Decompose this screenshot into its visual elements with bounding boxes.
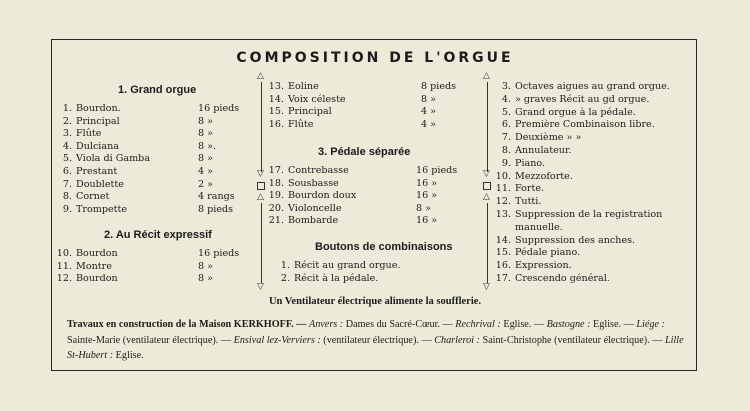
item-name: Forte.: [515, 183, 545, 195]
list-item: [54, 204, 127, 216]
item-name: Principal: [76, 115, 120, 127]
divider-line: [487, 203, 488, 283]
item-number: 16.: [268, 118, 284, 130]
item-number: 16.: [495, 260, 511, 272]
list-item: [54, 179, 124, 191]
item-value: 4 »: [421, 118, 437, 130]
item-name: Montre: [76, 260, 112, 272]
item-name: Dulciana: [76, 140, 119, 152]
place-charleroi: Saint-Christophe (ventilateur électrique). —: [482, 334, 663, 346]
list-item: [493, 222, 563, 234]
down-arrow-icon: ▽: [257, 169, 264, 179]
item-value: 16 pieds: [416, 165, 458, 176]
place-anvers: Dames du Sacré-Cœur. —: [345, 319, 453, 330]
list-item: [493, 196, 541, 208]
item-number: 11.: [495, 183, 511, 195]
city-ensival: Ensival lez-Verviers :: [233, 334, 321, 346]
item-name: Bourdon: [76, 273, 118, 285]
list-item: [493, 145, 572, 157]
item-number: 7.: [62, 178, 72, 190]
down-arrow-icon: ▽: [257, 282, 264, 292]
item-number: 13.: [268, 81, 284, 92]
footer-intro: Travaux en construction de la Maison KERKHOFF. —: [67, 319, 307, 330]
list-item: [493, 158, 545, 170]
item-number: 6.: [501, 119, 511, 131]
item-number: 4.: [62, 140, 72, 152]
item-number: 9.: [501, 157, 511, 169]
item-name: Cornet: [76, 191, 110, 203]
item-name: Viola di Gamba: [76, 153, 151, 165]
item-value: 8 pieds: [421, 81, 457, 92]
item-number: 17.: [495, 273, 511, 284]
list-item: [266, 190, 356, 202]
item-value: 8 ».: [198, 140, 217, 152]
list-item: [54, 141, 119, 153]
list-item: [266, 215, 338, 227]
item-number: 3.: [62, 128, 72, 140]
item-name: Voix céleste: [288, 93, 346, 105]
item-name: Principal: [288, 106, 332, 118]
item-name: Flûte: [76, 128, 102, 140]
item-name: » graves Récit au gd orgue.: [515, 93, 650, 105]
item-number: 21.: [268, 215, 284, 227]
item-number: 12.: [495, 196, 511, 208]
item-number: 18.: [268, 177, 284, 189]
item-number: 2.: [62, 115, 72, 127]
place-lille: Eglise.: [115, 350, 144, 361]
city-anvers: Anvers :: [308, 319, 344, 330]
up-arrow-icon: △: [483, 71, 490, 81]
list-item: [54, 248, 118, 260]
item-name: Récit au grand orgue.: [294, 260, 401, 271]
list-item: [493, 247, 580, 259]
item-number: 6.: [62, 166, 72, 177]
divider-arrow-right: [483, 72, 493, 292]
page-title: COMPOSITION DE L'ORGUE: [236, 50, 514, 66]
item-name: Octaves aigues au grand orgue.: [515, 81, 670, 92]
list-item: [493, 260, 572, 272]
item-value: 8 »: [421, 93, 437, 105]
list-item: [493, 235, 635, 247]
divider-line: [487, 82, 488, 172]
divider-arrow-left: [257, 72, 267, 292]
city-charleroi: Charleroi :: [434, 334, 480, 346]
item-name: Bourdon.: [76, 103, 121, 114]
place-ensival: (ventilateur électrique). —: [323, 334, 432, 346]
item-name: Mezzoforte.: [515, 170, 573, 182]
up-arrow-icon: △: [257, 71, 264, 81]
item-name: Doublette: [76, 178, 124, 190]
item-value: 16 pieds: [198, 248, 240, 259]
up-arrow-icon: △: [483, 192, 490, 202]
item-number: 3.: [501, 81, 511, 92]
item-name: Première Combinaison libre.: [515, 119, 655, 131]
list-item: [493, 119, 655, 131]
item-name: Prestant: [76, 166, 118, 177]
up-arrow-icon: △: [257, 192, 264, 202]
list-item: [266, 119, 313, 131]
list-item: [54, 261, 112, 273]
item-value: 8 »: [198, 273, 214, 285]
list-item: [493, 94, 649, 106]
footer-text: [67, 317, 687, 364]
item-value: 8 »: [416, 202, 432, 214]
list-item: [493, 171, 573, 183]
item-name: Pédale piano.: [515, 247, 581, 259]
item-name: Bourdon: [76, 248, 118, 259]
list-item: [54, 116, 120, 128]
list-item: [272, 260, 400, 272]
list-item: [493, 132, 581, 144]
square-icon: [257, 182, 265, 190]
item-number: 12.: [56, 273, 72, 285]
item-value: 2 »: [198, 178, 214, 190]
list-item: [54, 153, 150, 165]
item-number: 15.: [495, 247, 511, 259]
item-value: 4 »: [421, 106, 437, 118]
list-item: [54, 103, 121, 115]
item-number: 14.: [268, 93, 284, 105]
item-number: 11.: [56, 260, 72, 272]
item-name: Eoline: [288, 81, 319, 92]
down-arrow-icon: ▽: [483, 282, 490, 292]
item-number: 13.: [495, 209, 511, 220]
divider-line: [261, 203, 262, 283]
city-rechrival: Rechrival :: [455, 319, 501, 330]
boutons-heading: Boutons de combinaisons: [315, 241, 453, 253]
recit-heading: 2. Au Récit expressif: [104, 229, 212, 241]
item-number: 2.: [280, 272, 290, 284]
item-number: 20.: [268, 202, 284, 214]
list-item: [493, 273, 610, 285]
list-item: [266, 178, 339, 190]
list-item: [272, 273, 378, 285]
item-number: 9.: [62, 203, 72, 215]
item-name: Piano.: [515, 157, 546, 169]
item-number: 17.: [268, 165, 284, 176]
city-bastogne: Bastogne :: [546, 319, 591, 330]
item-name: Suppression des anches.: [515, 234, 636, 246]
item-name: Récit à la pédale.: [294, 272, 379, 284]
list-item: [54, 128, 101, 140]
list-item: [54, 273, 118, 285]
square-icon: [483, 182, 491, 190]
item-value: 8 »: [198, 115, 214, 127]
item-number: 5.: [501, 106, 511, 118]
item-number: 19.: [268, 190, 284, 202]
item-name: Crescendo général.: [515, 273, 610, 284]
ventilateur-note: Un Ventilateur électrique alimente la soufflerie.: [268, 296, 482, 307]
list-item: [54, 191, 109, 203]
item-name: Bourdon doux: [288, 190, 357, 202]
list-item: [266, 203, 342, 215]
item-number: 1.: [62, 103, 72, 114]
list-item: [493, 81, 670, 93]
item-value: 4 »: [198, 166, 214, 177]
grand-orgue-heading: 1. Grand orgue: [118, 84, 197, 96]
list-item: [493, 209, 662, 221]
item-name: Tutti.: [515, 196, 542, 208]
item-number: 5.: [62, 153, 72, 165]
item-name: Violoncelle: [288, 202, 342, 214]
item-number: 15.: [268, 106, 284, 118]
list-item: [493, 107, 636, 119]
item-number: 14.: [495, 234, 511, 246]
item-name: Flûte: [288, 118, 314, 130]
item-number: 1.: [280, 260, 290, 271]
item-name: Suppression de la registration: [515, 209, 663, 220]
item-value: 16 »: [416, 215, 438, 227]
item-name: manuelle.: [515, 221, 563, 233]
item-number: 8.: [501, 145, 511, 156]
item-value: 16 pieds: [198, 103, 240, 114]
list-item: [493, 183, 544, 195]
place-liege: Sainte-Marie (ventilateur électrique). —: [67, 334, 232, 346]
item-value: 8 »: [198, 260, 214, 272]
item-value: 8 »: [198, 153, 214, 165]
item-name: Trompette: [76, 203, 128, 215]
item-name: Sousbasse: [288, 177, 339, 189]
item-name: Deuxième » »: [515, 132, 582, 144]
item-number: 8.: [62, 191, 72, 203]
item-name: Contrebasse: [288, 165, 349, 176]
item-value: 8 »: [198, 128, 214, 140]
item-value: 16 »: [416, 190, 438, 202]
city-liege: Liége :: [636, 319, 665, 330]
item-number: 10.: [56, 248, 72, 259]
list-item: [54, 166, 117, 178]
place-bastogne: Eglise. —: [593, 319, 634, 330]
place-rechrival: Eglise. —: [503, 319, 545, 330]
item-number: 4.: [501, 93, 511, 105]
item-number: 10.: [495, 170, 511, 182]
item-name: Expression.: [515, 260, 572, 272]
list-item: [266, 81, 319, 93]
item-value: 16 »: [416, 177, 438, 189]
list-item: [266, 94, 346, 106]
item-number: 7.: [501, 132, 511, 144]
divider-line: [261, 82, 262, 172]
item-name: Bombarde: [288, 215, 339, 227]
down-arrow-icon: ▽: [483, 169, 490, 179]
list-item: [266, 106, 332, 118]
item-value: 4 rangs: [198, 191, 235, 203]
item-name: Annulateur.: [515, 145, 572, 156]
pedale-heading: 3. Pédale séparée: [318, 146, 411, 158]
city-lille: Lille St-Hubert :: [67, 334, 684, 361]
list-item: [266, 165, 349, 177]
item-name: Grand orgue à la pédale.: [515, 106, 636, 118]
item-value: 8 pieds: [198, 203, 234, 215]
